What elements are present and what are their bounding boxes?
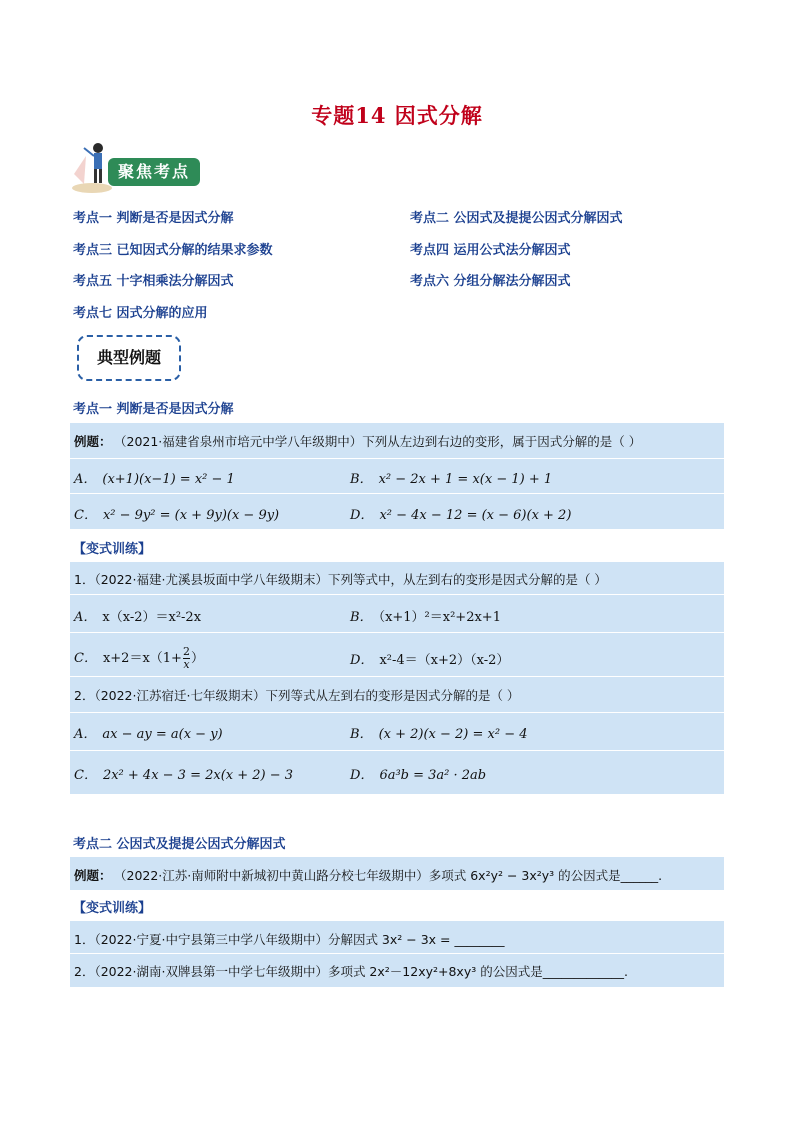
key-point-1[interactable]: 考点一 判断是否是因式分解 (73, 211, 234, 226)
example-label: 例题： (74, 434, 112, 449)
option-c[interactable]: C． x+2＝x（1+ $\frac{2}{x}$ ） (74, 645, 204, 671)
example-label: 例题： (74, 868, 112, 883)
option-c[interactable]: C． x² − 9y² = (x + 9y)(x − 9y) (74, 508, 280, 523)
question-1-text: 1．（2022·福建·尤溪县坂面中学八年级期末）下列等式中，从左到右的变形是因式分解的是（ ） (74, 572, 607, 587)
option-row (70, 458, 724, 494)
key-point-3[interactable]: 考点三 已知因式分解的结果求参数 (73, 243, 273, 258)
option-a[interactable]: A． x（x-2）＝x²-2x (74, 610, 202, 625)
question-2-text: 2．（2022·湖南·双牌县第一中学七年级期中）多项式 2x²－12xy²+8xy³ 的公因式是_____________. (74, 964, 628, 979)
drill-title: 【变式训练】 (73, 542, 152, 557)
key-point-2[interactable]: 考点二 公因式及提提公因式分解因式 (410, 211, 623, 226)
example-row (70, 423, 724, 459)
key-point-7[interactable]: 考点七 因式分解的应用 (73, 306, 208, 321)
question-2-text: 2．（2022·江苏宿迁·七年级期末）下列等式从左到右的变形是因式分解的是（ ） (74, 688, 520, 703)
option-row (70, 632, 724, 677)
drill-title: 【变式训练】 (73, 901, 152, 916)
option-row (70, 493, 724, 529)
option-a[interactable]: A． ax − ay = a(x − y) (74, 727, 223, 742)
question-row (70, 676, 724, 713)
option-row (70, 712, 724, 751)
option-b[interactable]: B． （x+1）²＝x²+2x+1 (350, 610, 501, 625)
option-c[interactable]: C． 2x² + 4x − 3 = 2x(x + 2) − 3 (74, 768, 294, 783)
focus-tag: 聚焦考点 (108, 158, 200, 186)
fraction: $\frac{2}{x}$ (182, 645, 190, 671)
focus-banner (70, 138, 204, 194)
page-title: 专题14 因式分解 (311, 103, 483, 128)
question-1-text: 1．（2022·宁夏·中宁县第三中学八年级期中）分解因式 3x² − 3x = ________ (74, 932, 505, 947)
question-row (70, 953, 724, 987)
key-point-5[interactable]: 考点五 十字相乘法分解因式 (73, 274, 234, 289)
section2-heading: 考点二 公因式及提提公因式分解因式 (73, 837, 286, 852)
section2-drill-box (70, 921, 724, 987)
question-row (70, 921, 724, 954)
example-question-text: （2022·江苏·南师附中新城初中黄山路分校七年级期中）多项式 6x²y² − 3x²y³ 的公因式是______. (114, 868, 663, 883)
example-question-text: （2021·福建省泉州市培元中学八年级期中）下列从左边到右边的变形，属于因式分解的是（ ） (114, 434, 642, 449)
section1-drill-box (70, 562, 724, 794)
example-banner: 典型例题 (77, 335, 181, 381)
section1-example-box (70, 423, 724, 529)
question-row (70, 562, 724, 595)
key-point-4[interactable]: 考点四 运用公式法分解因式 (410, 243, 571, 258)
option-row (70, 750, 724, 794)
option-d[interactable]: D． x² − 4x − 12 = (x − 6)(x + 2) (350, 508, 572, 523)
option-b[interactable]: B． x² − 2x + 1 = x(x − 1) + 1 (350, 472, 553, 487)
option-d[interactable]: D． 6a³b = 3a² · 2ab (350, 768, 487, 783)
option-d[interactable]: D． x²-4＝（x+2）（x-2） (350, 653, 510, 668)
option-b[interactable]: B． (x + 2)(x − 2) = x² − 4 (350, 727, 528, 742)
section2-example-box (70, 857, 724, 890)
section1-heading: 考点一 判断是否是因式分解 (73, 402, 234, 417)
option-a[interactable]: A． (x+1)(x−1) = x² − 1 (74, 472, 235, 487)
key-point-6[interactable]: 考点六 分组分解法分解因式 (410, 274, 571, 289)
option-row (70, 594, 724, 633)
